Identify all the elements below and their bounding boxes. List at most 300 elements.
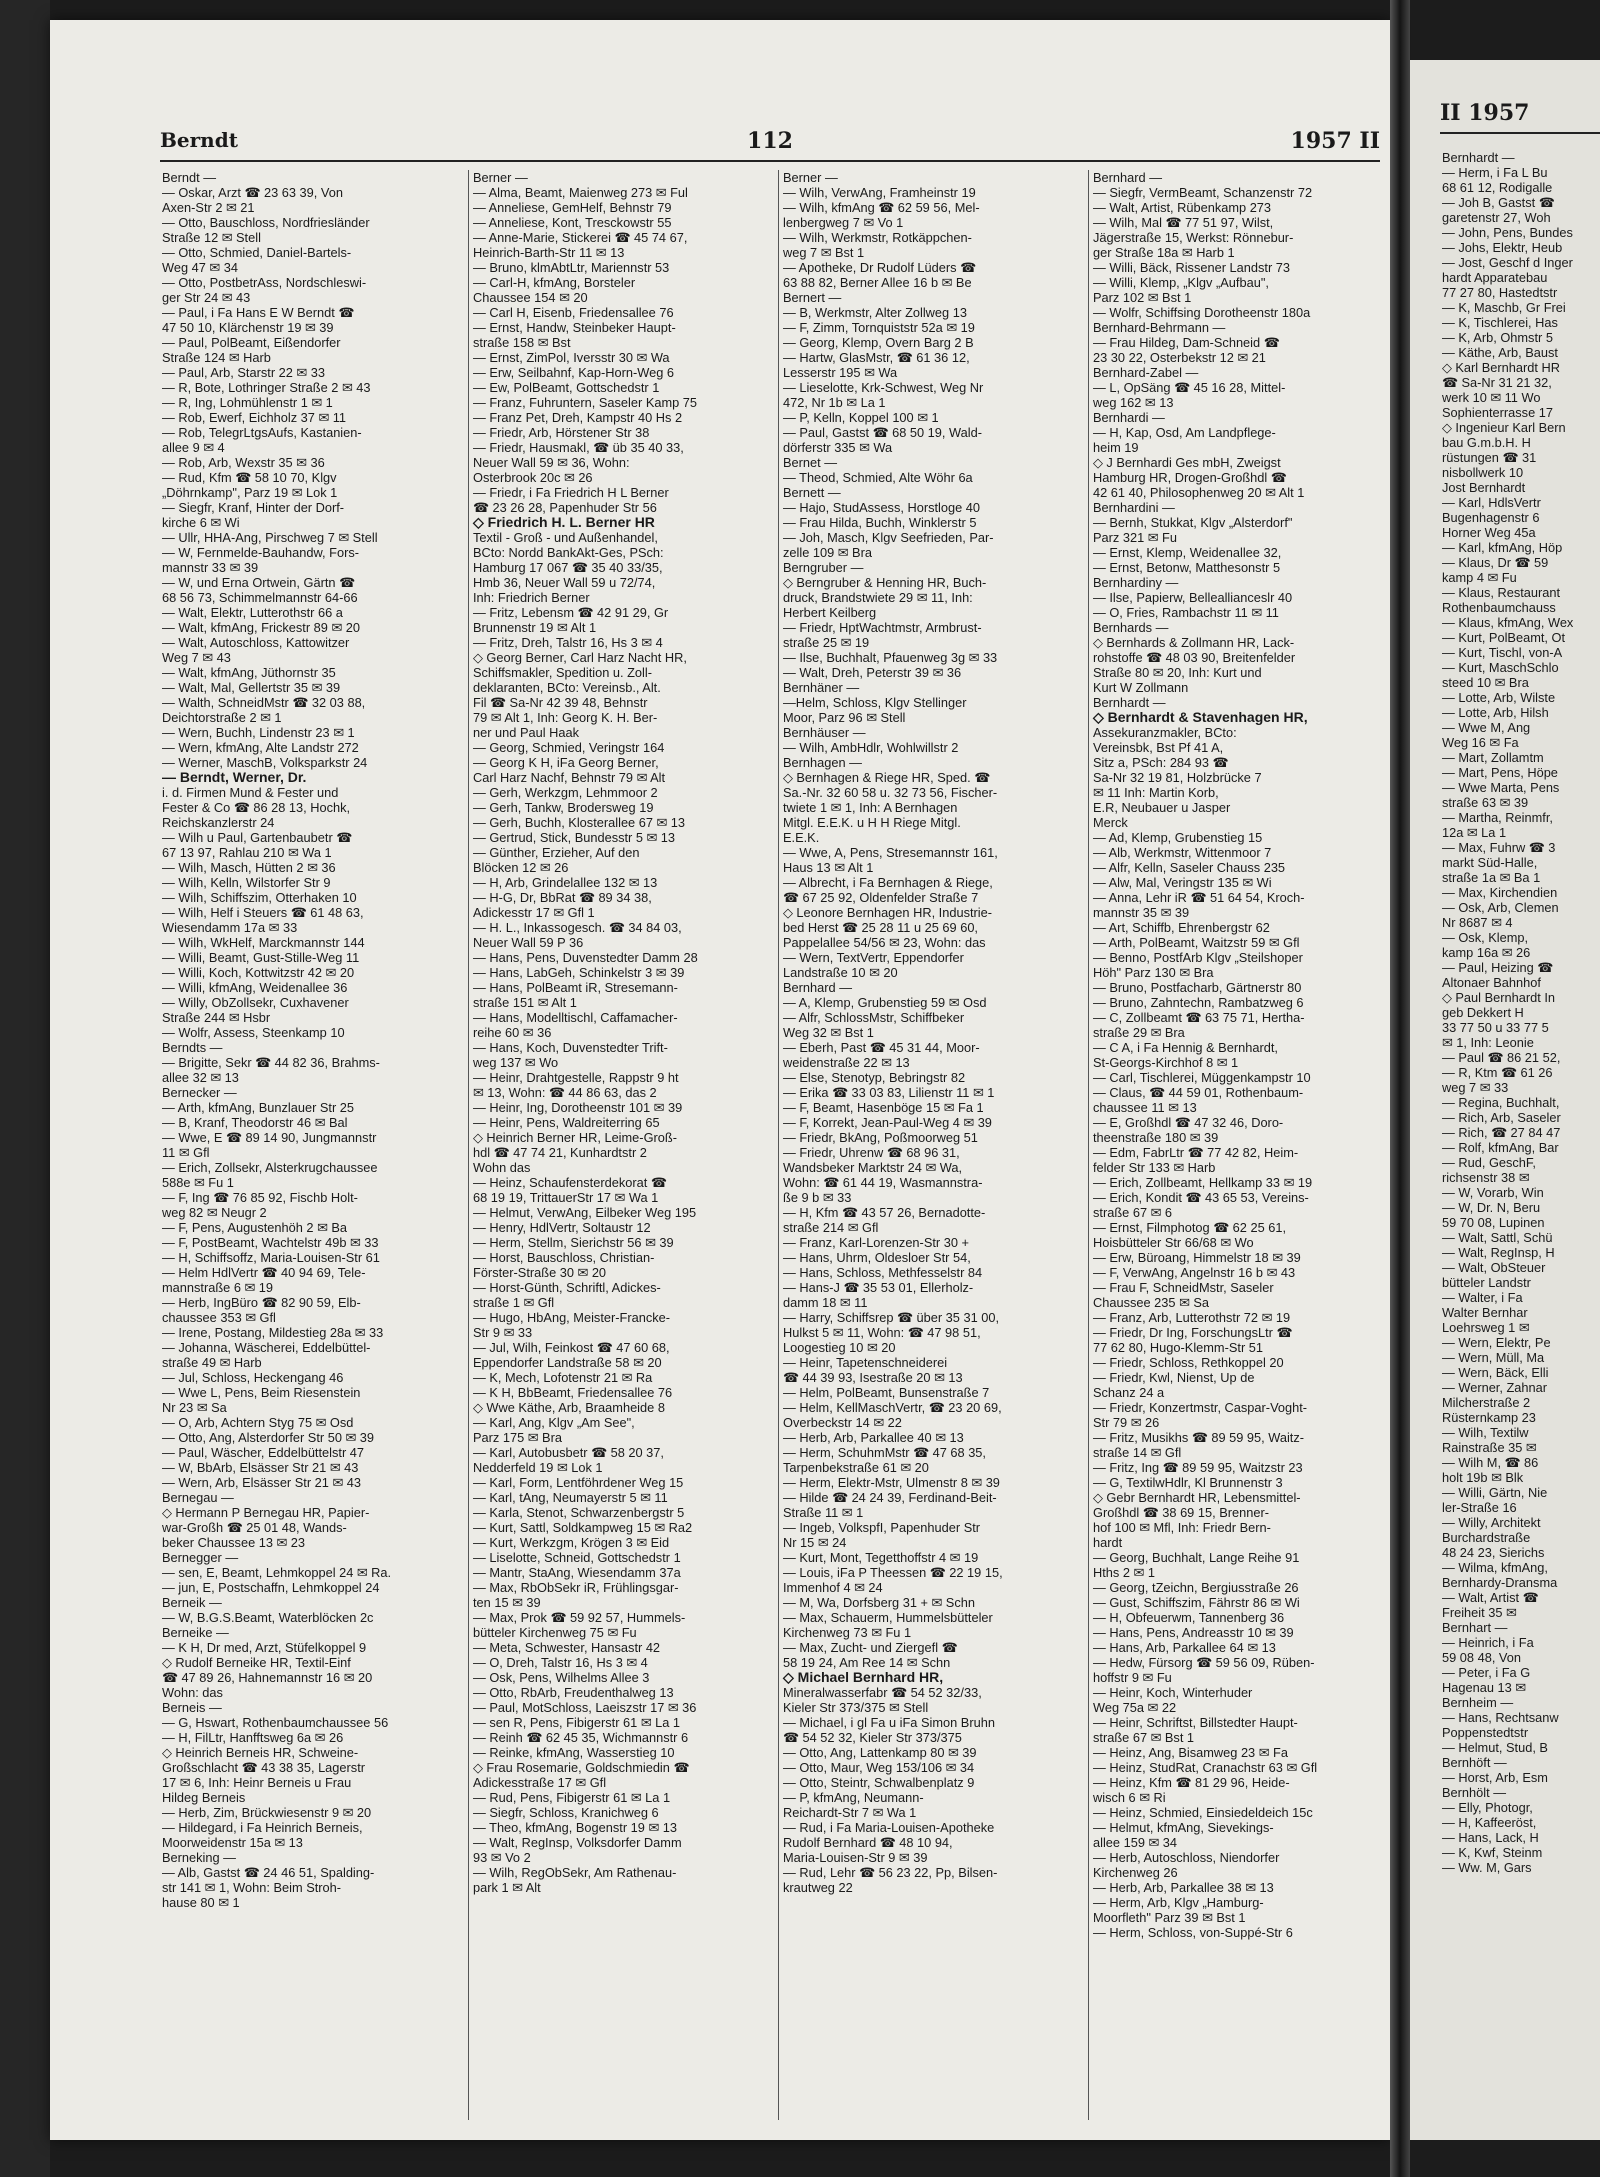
- directory-entry: — Paul, i Fa Hans E W Berndt ☎: [162, 305, 355, 320]
- directory-entry: — O, Fries, Rambachstr 11 ✉ 11: [1093, 605, 1279, 620]
- directory-entry: — Herm, Arb, Klgv „Hamburg-: [1093, 1895, 1264, 1910]
- directory-entry: ◇ Gebr Bernhardt HR, Lebensmittel-: [1093, 1490, 1301, 1505]
- directory-entry: — Wwe, A, Pens, Stresemannstr 161,: [783, 845, 998, 860]
- directory-entry: Jost Bernhardt: [1442, 480, 1526, 495]
- directory-entry: Hildeg Berneis: [162, 1790, 246, 1805]
- directory-entry: — B, Kranf, Theodorstr 46 ✉ Bal: [162, 1115, 348, 1130]
- directory-entry: weg 82 ✉ Neugr 2: [162, 1205, 267, 1220]
- directory-entry: geb Dekkert H: [1442, 1005, 1524, 1020]
- directory-entry: — K, Arb, Ohmstr 5: [1442, 330, 1553, 345]
- directory-entry: holt 19b ✉ Blk: [1442, 1470, 1524, 1485]
- directory-entry: — Jost, Geschf d Inger: [1442, 255, 1573, 270]
- directory-entry: Fil ☎ Sa-Nr 42 39 48, Behnstr: [473, 695, 648, 710]
- directory-entry: — Regina, Buchhalt,: [1442, 1095, 1560, 1110]
- directory-entry: kamp 16a ✉ 26: [1442, 945, 1531, 960]
- directory-entry: Weg 7 ✉ 43: [162, 650, 231, 665]
- directory-entry: — Wilh, RegObSekr, Am Rathenau-: [473, 1865, 677, 1880]
- page-header: [160, 120, 1380, 162]
- directory-entry: — Werner, Zahnar: [1442, 1380, 1548, 1395]
- directory-entry: — O, Arb, Achtern Styg 75 ✉ Osd: [162, 1415, 354, 1430]
- directory-entry: Merck: [1093, 815, 1128, 830]
- directory-entry: — Walt, Elektr, Lutterothstr 66 a: [162, 605, 343, 620]
- directory-entry: 68 61 12, Rodigalle: [1442, 180, 1553, 195]
- directory-entry: — Max, Fuhrw ☎ 3: [1442, 840, 1556, 855]
- directory-entry: — Gertrud, Stick, Bundesstr 5 ✉ 13: [473, 830, 676, 845]
- directory-entry: — Johanna, Wäscherei, Eddelbüttel-: [162, 1340, 371, 1355]
- directory-entry: Großschlacht ☎ 43 38 35, Lagerstr: [162, 1760, 366, 1775]
- directory-entry: Lesserstr 195 ✉ Wa: [783, 365, 898, 380]
- directory-entry: Loogestieg 10 ✉ 20: [783, 1340, 896, 1355]
- directory-entry: — Edm, FabrLtr ☎ 77 42 82, Heim-: [1093, 1145, 1299, 1160]
- directory-entry: bed Herst ☎ 25 28 11 u 25 69 60,: [783, 920, 978, 935]
- directory-entry: — Osk, Pens, Wilhelms Allee 3: [473, 1670, 650, 1685]
- directory-entry: — R, Ing, Lohmühlenstr 1 ✉ 1: [162, 395, 333, 410]
- directory-column-2: [468, 170, 769, 2120]
- directory-entry: — H, Kaffeeröst,: [1442, 1815, 1537, 1830]
- directory-entry: — H, FilLtr, Hanfftsweg 6a ✉ 26: [162, 1730, 344, 1745]
- directory-entry: — C, Zollbeamt ☎ 63 75 71, Hertha-: [1093, 1010, 1305, 1025]
- directory-entry: — Heinr, Ing, Dorotheenstr 101 ✉ 39: [473, 1100, 683, 1115]
- directory-entry: — W, Dr. N, Beru: [1442, 1200, 1541, 1215]
- directory-entry: — Fritz, Musikhs ☎ 89 59 95, Waitz-: [1093, 1430, 1305, 1445]
- directory-entry: Mineralwasserfabr ☎ 54 52 32/33,: [783, 1685, 982, 1700]
- directory-entry: 17 ✉ 6, Inh: Heinr Berneis u Frau: [162, 1775, 352, 1790]
- directory-entry: — Wern, TextVertr, Eppendorfer: [783, 950, 964, 965]
- directory-entry: werk 10 ✉ 11 Wo: [1442, 390, 1541, 405]
- directory-entry: Parz 175 ✉ Bra: [473, 1430, 562, 1445]
- directory-entry: — F, Ing ☎ 76 85 92, Fischb Holt-: [162, 1190, 358, 1205]
- directory-entry: Förster-Straße 30 ✉ 20: [473, 1265, 607, 1280]
- directory-entry: — Willi, Klemp, „Klgv „Aufbau",: [1093, 275, 1269, 290]
- directory-entry: Kirchenweg 73 ✉ Fu 1: [783, 1625, 912, 1640]
- directory-entry: — Wolfr, Assess, Steenkamp 10: [162, 1025, 345, 1040]
- directory-entry: — Karl, Ang, Klgv „Am See",: [473, 1415, 635, 1430]
- directory-entry: — Paul, Gastst ☎ 68 50 19, Wald-: [783, 425, 982, 440]
- directory-entry: allee 9 ✉ 4: [162, 440, 225, 455]
- directory-entry: — Otto, Maur, Weg 153/106 ✉ 34: [783, 1760, 975, 1775]
- directory-entry: — Walt, Artist, Rübenkamp 273: [1093, 200, 1272, 215]
- directory-entry: — Willi, kfmAng, Weidenallee 36: [162, 980, 348, 995]
- directory-entry: — Carl, Tischlerei, Müggenkampstr 10: [1093, 1070, 1311, 1085]
- directory-entry: Jägerstraße 15, Werkst: Rönnebur-: [1093, 230, 1294, 245]
- directory-entry: — Wern, Arb, Elsässer Str 21 ✉ 43: [162, 1475, 361, 1490]
- directory-entry: — P, Kelln, Koppel 100 ✉ 1: [783, 410, 939, 425]
- directory-entry: — Ingeb, VolkspfI, Papenhuder Str: [783, 1520, 981, 1535]
- directory-entry: — Hans-J ☎ 35 53 01, Ellerholz-: [783, 1280, 974, 1295]
- directory-entry: — P, kfmAng, Neumann-: [783, 1790, 924, 1805]
- directory-entry: garetenstr 27, Woh: [1442, 210, 1551, 225]
- directory-entry: — Else, Stenotyp, Bebringstr 82: [783, 1070, 966, 1085]
- directory-entry: 77 62 80, Hugo-Klemm-Str 51: [1093, 1340, 1263, 1355]
- directory-entry: ◇ Heinrich Berneis HR, Schweine-: [162, 1745, 359, 1760]
- directory-entry: — W, BbArb, Elsässer Str 21 ✉ 43: [162, 1460, 359, 1475]
- directory-entry: — Wilh, kfmAng ☎ 62 59 56, Mel-: [783, 200, 980, 215]
- directory-entry: felder Str 133 ✉ Harb: [1093, 1160, 1216, 1175]
- directory-entry: — R, Bote, Lothringer Straße 2 ✉ 43: [162, 380, 371, 395]
- directory-entry: ◇ Berngruber & Henning HR, Buch-: [783, 575, 987, 590]
- directory-entry: Bernhard —: [1093, 170, 1162, 185]
- directory-entry: — Meta, Schwester, Hansastr 42: [473, 1640, 661, 1655]
- directory-entry: Bernhard-Behrmann —: [1093, 320, 1226, 335]
- directory-entry: — Joh, Masch, Klgv Seefrieden, Par-: [783, 530, 994, 545]
- directory-entry: — Alfr, SchlossMstr, Schiffbeker: [783, 1010, 965, 1025]
- directory-entry: — Heinr, Drahtgestelle, Rappstr 9 ht: [473, 1070, 679, 1085]
- directory-entry: Berner —: [783, 170, 838, 185]
- directory-entry: straße 214 ✉ Gfl: [783, 1220, 879, 1235]
- directory-entry: — Anneliese, GemHelf, Behnstr 79: [473, 200, 672, 215]
- directory-entry: — Walt, kfmAng, Frickestr 89 ✉ 20: [162, 620, 360, 635]
- directory-entry: — Hugo, HbAng, Meister-Francke-: [473, 1310, 670, 1325]
- directory-entry: Adickesstraße 17 ✉ Gfl: [473, 1775, 607, 1790]
- directory-entry: mannstr 35 ✉ 39: [1093, 905, 1190, 920]
- directory-entry: — Wern, Buchh, Lindenstr 23 ✉ 1: [162, 725, 355, 740]
- directory-entry: — Karl, tAng, Neumayerstr 5 ✉ 11: [473, 1490, 668, 1505]
- directory-entry: ◇ Georg Berner, Carl Harz Nacht HR,: [473, 650, 687, 665]
- directory-entry: — Rob, Arb, Wexstr 35 ✉ 36: [162, 455, 325, 470]
- directory-entry: Weg 47 ✉ 34: [162, 260, 238, 275]
- directory-entry: Axen-Str 2 ✉ 21: [162, 200, 255, 215]
- directory-entry: Freiheit 35 ✉: [1442, 1605, 1517, 1620]
- directory-entry: Chaussee 154 ✉ 20: [473, 290, 588, 305]
- directory-entry: Inh: Friedrich Berner: [473, 590, 590, 605]
- directory-entry: hof 100 ✉ Mfl, Inh: Friedr Bern-: [1093, 1520, 1271, 1535]
- directory-entry: weg 7 ✉ 33: [1442, 1080, 1509, 1095]
- directory-column-1: [158, 170, 458, 2120]
- directory-entry: — Helmut, Stud, B: [1442, 1740, 1548, 1755]
- directory-entry: ✉ 1, Inh: Leonie: [1442, 1035, 1534, 1050]
- directory-entry: straße 158 ✉ Bst: [473, 335, 571, 350]
- directory-entry: — Osk, Arb, Clemen: [1442, 900, 1559, 915]
- directory-entry: — Arth, PolBeamt, Waitzstr 59 ✉ Gfl: [1093, 935, 1300, 950]
- directory-entry: Bernhöft —: [1442, 1755, 1507, 1770]
- directory-entry: Nedderfeld 19 ✉ Lok 1: [473, 1460, 603, 1475]
- directory-entry: Sitz a, PSch: 284 93 ☎: [1093, 755, 1229, 770]
- directory-entry: — Ew, PolBeamt, Gottschedstr 1: [473, 380, 660, 395]
- directory-entry: i. d. Firmen Mund & Fester und: [162, 785, 339, 800]
- directory-entry: — Paul, Wäscher, Eddelbüttelstr 47: [162, 1445, 365, 1460]
- directory-entry: — Joh B, Gastst ☎: [1442, 195, 1555, 210]
- directory-entry: ☎ 47 89 26, Hahnemannstr 16 ✉ 20: [162, 1670, 373, 1685]
- directory-entry: — Wern, Müll, Ma: [1442, 1350, 1545, 1365]
- directory-entry: — Wilh, VerwAng, Framheinstr 19: [783, 185, 976, 200]
- directory-entry: — F, Pens, Augustenhöh 2 ✉ Ba: [162, 1220, 348, 1235]
- directory-entry: deklaranten, BCto: Vereinsb., Alt.: [473, 680, 661, 695]
- year-volume: 1957 II: [1290, 128, 1380, 154]
- directory-entry: — Käthe, Arb, Baust: [1442, 345, 1558, 360]
- directory-entry: 12a ✉ La 1: [1442, 825, 1507, 840]
- directory-entry: — Willi, Koch, Kottwitzstr 42 ✉ 20: [162, 965, 355, 980]
- directory-entry: ☎ 54 52 32, Kieler Str 373/375: [783, 1730, 962, 1745]
- directory-entry: — Werner, MaschB, Volksparkstr 24: [162, 755, 368, 770]
- directory-entry: — Heinz, Ang, Bisamweg 23 ✉ Fa: [1093, 1745, 1288, 1760]
- directory-entry: — Georg, Klemp, Overn Barg 2 B: [783, 335, 974, 350]
- directory-entry: ger Str 24 ✉ 43: [162, 290, 251, 305]
- directory-entry: — Walth, SchneidMstr ☎ 32 03 88,: [162, 695, 366, 710]
- directory-entry: — W, und Erna Ortwein, Gärtn ☎: [162, 575, 356, 590]
- directory-page: [50, 20, 1390, 2140]
- directory-entry: — Reinh ☎ 62 45 35, Wichmannstr 6: [473, 1730, 689, 1745]
- directory-entry: — Helm, PolBeamt, Bunsenstraße 7: [783, 1385, 990, 1400]
- directory-entry: kamp 4 ✉ Fu: [1442, 570, 1517, 585]
- directory-entry: — Ullr, HHA-Ang, Pirschweg 7 ✉ Stell: [162, 530, 378, 545]
- directory-entry: — Franz Pet, Dreh, Kampstr 40 Hs 2: [473, 410, 683, 425]
- facing-page: [1410, 60, 1600, 2140]
- directory-entry: — Alfr, Kelln, Saseler Chauss 235: [1093, 860, 1286, 875]
- directory-entry: — Franz, Karl-Lorenzen-Str 30 +: [783, 1235, 969, 1250]
- directory-entry: — Hans, LabGeh, Schinkelstr 3 ✉ 39: [473, 965, 685, 980]
- directory-entry: — G, Hswart, Rothenbaumchaussee 56: [162, 1715, 389, 1730]
- directory-entry: damm 18 ✉ 11: [783, 1295, 868, 1310]
- directory-entry: Straße 244 ✉ Hsbr: [162, 1010, 271, 1025]
- directory-entry: Wiesendamm 17a ✉ 33: [162, 920, 298, 935]
- directory-entry: weg 162 ✉ 13: [1093, 395, 1174, 410]
- directory-entry: — Willi, Gärtn, Nie: [1442, 1485, 1548, 1500]
- directory-entry: Bernhardy-Dransma: [1442, 1575, 1558, 1590]
- directory-entry: — Heinr, Tapetenschneiderei: [783, 1355, 948, 1370]
- directory-entry: — Kurt, Mont, Tegetthoffstr 4 ✉ 19: [783, 1550, 979, 1565]
- directory-entry: chaussee 11 ✉ 13: [1093, 1100, 1197, 1115]
- directory-entry: reihe 60 ✉ 36: [473, 1025, 552, 1040]
- directory-entry: Adickesstr 17 ✉ Gfl 1: [473, 905, 595, 920]
- directory-entry: ◇ Wwe Käthe, Arb, Braamheide 8: [473, 1400, 665, 1415]
- directory-entry: — W, Fernmelde-Bauhandw, Fors-: [162, 545, 360, 560]
- directory-entry: — Wolfr, Schiffsing Dorotheenstr 180a: [1093, 305, 1311, 320]
- directory-entry: Rüsternkamp 23: [1442, 1410, 1536, 1425]
- directory-column-4: [1088, 170, 1389, 2120]
- directory-entry: — Max, Zucht- und Ziergefl ☎: [783, 1640, 958, 1655]
- directory-entry: twiete 1 ✉ 1, Inh: A Bernhagen: [783, 800, 958, 815]
- directory-entry: — Anna, Lehr iR ☎ 51 64 54, Kroch-: [1093, 890, 1305, 905]
- directory-entry: Moorweidenstr 15a ✉ 13: [162, 1835, 303, 1850]
- directory-entry: — M, Wa, Dorfsberg 31 + ✉ Schn: [783, 1595, 975, 1610]
- directory-entry: — K, Mech, Lofotenstr 21 ✉ Ra: [473, 1370, 653, 1385]
- directory-entry: — Kurt, PolBeamt, Ot: [1442, 630, 1566, 645]
- directory-entry: Neuer Wall 59 P 36: [473, 935, 584, 950]
- directory-entry: — Friedr, BkAng, Poßmoorweg 51: [783, 1130, 978, 1145]
- directory-entry: weg 137 ✉ Wo: [473, 1055, 559, 1070]
- directory-entry: — Rud, Kfm ☎ 58 10 70, Klgv: [162, 470, 337, 485]
- directory-entry: — Walter, i Fa: [1442, 1290, 1523, 1305]
- directory-entry: — Rud, Lehr ☎ 56 23 22, Pp, Bilsen-: [783, 1865, 998, 1880]
- facing-page-header: II 1957: [1440, 100, 1600, 134]
- directory-entry: 67 13 97, Rahlau 210 ✉ Wa 1: [162, 845, 332, 860]
- directory-entry: — Wwe M, Ang: [1442, 720, 1531, 735]
- directory-entry: Sophienterrasse 17: [1442, 405, 1553, 420]
- directory-entry: 59 08 48, Von: [1442, 1650, 1521, 1665]
- directory-entry: — Helm, KellMaschVertr, ☎ 23 20 69,: [783, 1400, 1002, 1415]
- directory-entry: — Ww. M, Gars: [1442, 1860, 1532, 1875]
- directory-entry: — Friedr, Uhrenw ☎ 68 96 31,: [783, 1145, 960, 1160]
- directory-entry: bütteler Kirchenweg 75 ✉ Fu: [473, 1625, 637, 1640]
- directory-entry: E.E.K.: [783, 830, 820, 845]
- directory-entry: straße 67 ✉ Bst 1: [1093, 1730, 1195, 1745]
- directory-entry: — Siegfr, Kranf, Hinter der Dorf-: [162, 500, 345, 515]
- directory-entry: straße 67 ✉ 6: [1093, 1205, 1173, 1220]
- directory-entry: Eppendorfer Landstraße 58 ✉ 20: [473, 1355, 662, 1370]
- directory-entry: ◇ Bernhardt & Stavenhagen HR,: [1093, 710, 1308, 725]
- directory-entry: St-Georgs-Kirchhof 8 ✉ 1: [1093, 1055, 1239, 1070]
- directory-entry: Wandsbeker Marktstr 24 ✉ Wa,: [783, 1160, 963, 1175]
- directory-entry: — Franz, Arb, Lutterothstr 72 ✉ 19: [1093, 1310, 1291, 1325]
- directory-entry: — Karl, kfmAng, Höp: [1442, 540, 1563, 555]
- directory-entry: Bernhard-Zabel —: [1093, 365, 1199, 380]
- directory-entry: — Arth, kfmAng, Bunzlauer Str 25: [162, 1100, 355, 1115]
- directory-entry: — Erika ☎ 33 03 83, Lilienstr 11 ✉ 1: [783, 1085, 995, 1100]
- directory-entry: — Walt, ObSteuer: [1442, 1260, 1546, 1275]
- directory-entry: Heinrich-Barth-Str 11 ✉ 13: [473, 245, 625, 260]
- directory-entry: — Theod, Schmied, Alte Wöhr 6a: [783, 470, 973, 485]
- directory-entry: — K H, Dr med, Arzt, Stüfelkoppel 9: [162, 1640, 367, 1655]
- directory-entry: — Georg, Buchhalt, Lange Reihe 91: [1093, 1550, 1300, 1565]
- directory-entry: — Bernh, Stukkat, Klgv „Alsterdorf": [1093, 515, 1293, 530]
- directory-entry: — Otto, Ang, Alsterdorfer Str 50 ✉ 39: [162, 1430, 375, 1445]
- directory-entry: Moor, Parz 96 ✉ Stell: [783, 710, 906, 725]
- directory-entry: Hagenau 13 ✉: [1442, 1680, 1527, 1695]
- directory-entry: — Otto, Bauschloss, Nordfriesländer: [162, 215, 370, 230]
- directory-entry: — Martha, Reinmfr,: [1442, 810, 1553, 825]
- directory-entry: Bernert —: [783, 290, 842, 305]
- directory-entry: — Jul, Schloss, Heckengang 46: [162, 1370, 344, 1385]
- directory-entry: — K, Maschb, Gr Frei: [1442, 300, 1566, 315]
- directory-entry: 588e ✉ Fu 1: [162, 1175, 234, 1190]
- directory-entry: 58 19 24, Am Ree 14 ✉ Schn: [783, 1655, 951, 1670]
- directory-entry: allee 32 ✉ 13: [162, 1070, 239, 1085]
- directory-entry: Assekuranzmakler, BCto:: [1093, 725, 1237, 740]
- directory-entry: — Herm, SchuhmMstr ☎ 47 68 35,: [783, 1445, 986, 1460]
- directory-entry: Kirchenweg 26: [1093, 1865, 1178, 1880]
- directory-entry: Herbert Keilberg: [783, 605, 877, 620]
- directory-entry: nisbollwerk 10: [1442, 465, 1524, 480]
- directory-entry: — Ernst, Filmphotog ☎ 62 25 61,: [1093, 1220, 1287, 1235]
- directory-entry: — Gerh, Tankw, Brodersweg 19: [473, 800, 654, 815]
- directory-entry: ◇ Friedrich H. L. Berner HR: [473, 515, 655, 530]
- directory-entry: — Helmut, VerwAng, Eilbeker Weg 195: [473, 1205, 697, 1220]
- directory-entry: ◇ Bernhards & Zollmann HR, Lack-: [1093, 635, 1295, 650]
- directory-entry: — W, B.G.S.Beamt, Waterblöcken 2c: [162, 1610, 374, 1625]
- directory-entry: — Wilh, AmbHdlr, Wohlwillstr 2: [783, 740, 959, 755]
- directory-entry: — Karl, HdlsVertr: [1442, 495, 1541, 510]
- directory-entry: — Siegfr, Schloss, Kranichweg 6: [473, 1805, 659, 1820]
- directory-entry: theenstraße 180 ✉ 39: [1093, 1130, 1219, 1145]
- directory-entry: Rothenbaumchauss: [1442, 600, 1556, 615]
- directory-entry: straße 63 ✉ 39: [1442, 795, 1529, 810]
- directory-entry: — Anne-Marie, Stickerei ☎ 45 74 67,: [473, 230, 688, 245]
- directory-entry: Wohn das: [473, 1160, 531, 1175]
- directory-entry: — Erw, Seilbahnf, Kap-Horn-Weg 6: [473, 365, 675, 380]
- directory-entry: bau G.m.b.H. H: [1442, 435, 1531, 450]
- left-binding-shadow: [0, 0, 50, 2177]
- directory-entry: Bernhardi —: [1093, 410, 1165, 425]
- directory-entry: Berneis —: [162, 1700, 222, 1715]
- directory-entry: — Rich, ☎ 27 84 47: [1442, 1125, 1561, 1140]
- directory-entry: — Karl, Autobusbetr ☎ 58 20 37,: [473, 1445, 664, 1460]
- directory-entry: — Klaus, Dr ☎ 59: [1442, 555, 1549, 570]
- directory-entry: — Rud, GeschF,: [1442, 1155, 1536, 1170]
- directory-entry: straße 49 ✉ Harb: [162, 1355, 262, 1370]
- directory-entry: weidenstraße 22 ✉ 13: [783, 1055, 910, 1070]
- directory-entry: — Ad, Klemp, Grubenstieg 15: [1093, 830, 1263, 845]
- directory-entry: — Wilh, Schiffszim, Otterhaken 10: [162, 890, 357, 905]
- directory-entry: ◇ Leonore Bernhagen HR, Industrie-: [783, 905, 993, 920]
- facing-page-column: [1440, 150, 1600, 2110]
- directory-entry: Berneking —: [162, 1850, 236, 1865]
- directory-entry: Burchardstraße: [1442, 1530, 1531, 1545]
- directory-entry: — Hilde ☎ 24 24 39, Ferdinand-Beit-: [783, 1490, 997, 1505]
- directory-entry: — Kurt, Werkzgm, Krögen 3 ✉ Eid: [473, 1535, 670, 1550]
- directory-entry: Neuer Wall 59 ✉ 36, Wohn:: [473, 455, 630, 470]
- directory-entry: — Heinz, Kfm ☎ 81 29 96, Heide-: [1093, 1775, 1290, 1790]
- directory-entry: — Walt, Artist ☎: [1442, 1590, 1539, 1605]
- directory-entry: — F, Beamt, Hasenböge 15 ✉ Fa 1: [783, 1100, 984, 1115]
- directory-entry: hardt Apparatebau: [1442, 270, 1548, 285]
- directory-entry: — Ernst, ZimPol, Iversstr 30 ✉ Wa: [473, 350, 670, 365]
- directory-entry: ◇ J Bernhardi Ges mbH, Zweigst: [1093, 455, 1281, 470]
- directory-entry: 11 ✉ Gfl: [162, 1145, 210, 1160]
- directory-entry: — Wilh, Mal ☎ 77 51 97, Wilst,: [1093, 215, 1274, 230]
- directory-entry: hardt: [1093, 1535, 1123, 1550]
- directory-entry: — Harry, Schiffsrep ☎ über 35 31 00,: [783, 1310, 1000, 1325]
- directory-entry: druck, Brandstwiete 29 ✉ 11, Inh:: [783, 590, 973, 605]
- directory-entry: — Art, Schiffb, Ehrenbergstr 62: [1093, 920, 1270, 935]
- directory-entry: — Hans, Modelltischl, Caffamacher-: [473, 1010, 678, 1025]
- directory-entry: ☎ 44 39 93, Isestraße 20 ✉ 13: [783, 1370, 963, 1385]
- directory-entry: zelle 109 ✉ Bra: [783, 545, 872, 560]
- page-number: 112: [747, 128, 793, 154]
- directory-columns: [158, 170, 1388, 2120]
- directory-entry: — Hajo, StudAssess, Horstloge 40: [783, 500, 981, 515]
- directory-entry: — Wilh, Werkmstr, Rotkäppchen-: [783, 230, 972, 245]
- directory-entry: Pappelallee 54/56 ✉ 23, Wohn: das: [783, 935, 986, 950]
- directory-entry: Hulkst 5 ✉ 11, Wohn: ☎ 47 98 51,: [783, 1325, 981, 1340]
- directory-entry: — Erich, Zollsekr, Alsterkrugchaussee: [162, 1160, 378, 1175]
- directory-entry: — Otto, Steintr, Schwalbenplatz 9: [783, 1775, 975, 1790]
- directory-entry: Str 9 ✉ 33: [473, 1325, 533, 1340]
- directory-entry: — Willi, Bäck, Rissener Landstr 73: [1093, 260, 1290, 275]
- directory-entry: — H, Kap, Osd, Am Landpflege-: [1093, 425, 1276, 440]
- directory-entry: — G, TextilwHdlr, Kl Brunnenstr 3: [1093, 1475, 1283, 1490]
- directory-entry: — Max, Kirchendien: [1442, 885, 1558, 900]
- directory-entry: Kieler Str 373/375 ✉ Stell: [783, 1700, 929, 1715]
- directory-entry: — Henry, HdlVertr, Soltaustr 12: [473, 1220, 651, 1235]
- directory-entry: — Rud, Pens, Fibigerstr 61 ✉ La 1: [473, 1790, 671, 1805]
- directory-entry: heim 19: [1093, 440, 1139, 455]
- directory-entry: — Herb, IngBüro ☎ 82 90 59, Elb-: [162, 1295, 361, 1310]
- directory-entry: — Heinz, Schmied, Einsiedeldeich 15c: [1093, 1805, 1313, 1820]
- directory-entry: 59 70 08, Lupinen: [1442, 1215, 1545, 1230]
- directory-entry: ten 15 ✉ 39: [473, 1595, 541, 1610]
- directory-entry: — Lieselotte, Krk-Schwest, Weg Nr: [783, 380, 984, 395]
- directory-entry: — Mart, Zollamtm: [1442, 750, 1544, 765]
- directory-entry: — Walt, RegInsp, Volksdorfer Damm: [473, 1835, 682, 1850]
- directory-entry: 68 56 73, Schimmelmannstr 64-66: [162, 590, 358, 605]
- directory-entry: — Wilh, Masch, Hütten 2 ✉ 36: [162, 860, 336, 875]
- directory-entry: Reichskanzlerstr 24: [162, 815, 275, 830]
- directory-entry: — Horst-Günth, Schriftl, Adickes-: [473, 1280, 661, 1295]
- directory-entry: Weg 32 ✉ Bst 1: [783, 1025, 874, 1040]
- directory-entry: dörferstr 335 ✉ Wa: [783, 440, 893, 455]
- directory-entry: — Günther, Erzieher, Auf den: [473, 845, 640, 860]
- directory-entry: ◇ Heinrich Berner HR, Leime-Groß-: [473, 1130, 677, 1145]
- directory-entry: — H-G, Dr, BbRat ☎ 89 34 38,: [473, 890, 652, 905]
- directory-entry: — F, Zimm, Tornquiststr 52a ✉ 19: [783, 320, 975, 335]
- directory-entry: Loehrsweg 1 ✉: [1442, 1320, 1530, 1335]
- directory-entry: Hoisbütteler Str 66/68 ✉ Wo: [1093, 1235, 1254, 1250]
- directory-entry: — Max, Schauerm, Hummelsbütteler: [783, 1610, 993, 1625]
- directory-entry: Immenhof 4 ✉ 24: [783, 1580, 883, 1595]
- directory-entry: straße 151 ✉ Alt 1: [473, 995, 577, 1010]
- directory-entry: — Paul, MotSchloss, Laeiszstr 17 ✉ 36: [473, 1700, 697, 1715]
- directory-entry: Haus 13 ✉ Alt 1: [783, 860, 874, 875]
